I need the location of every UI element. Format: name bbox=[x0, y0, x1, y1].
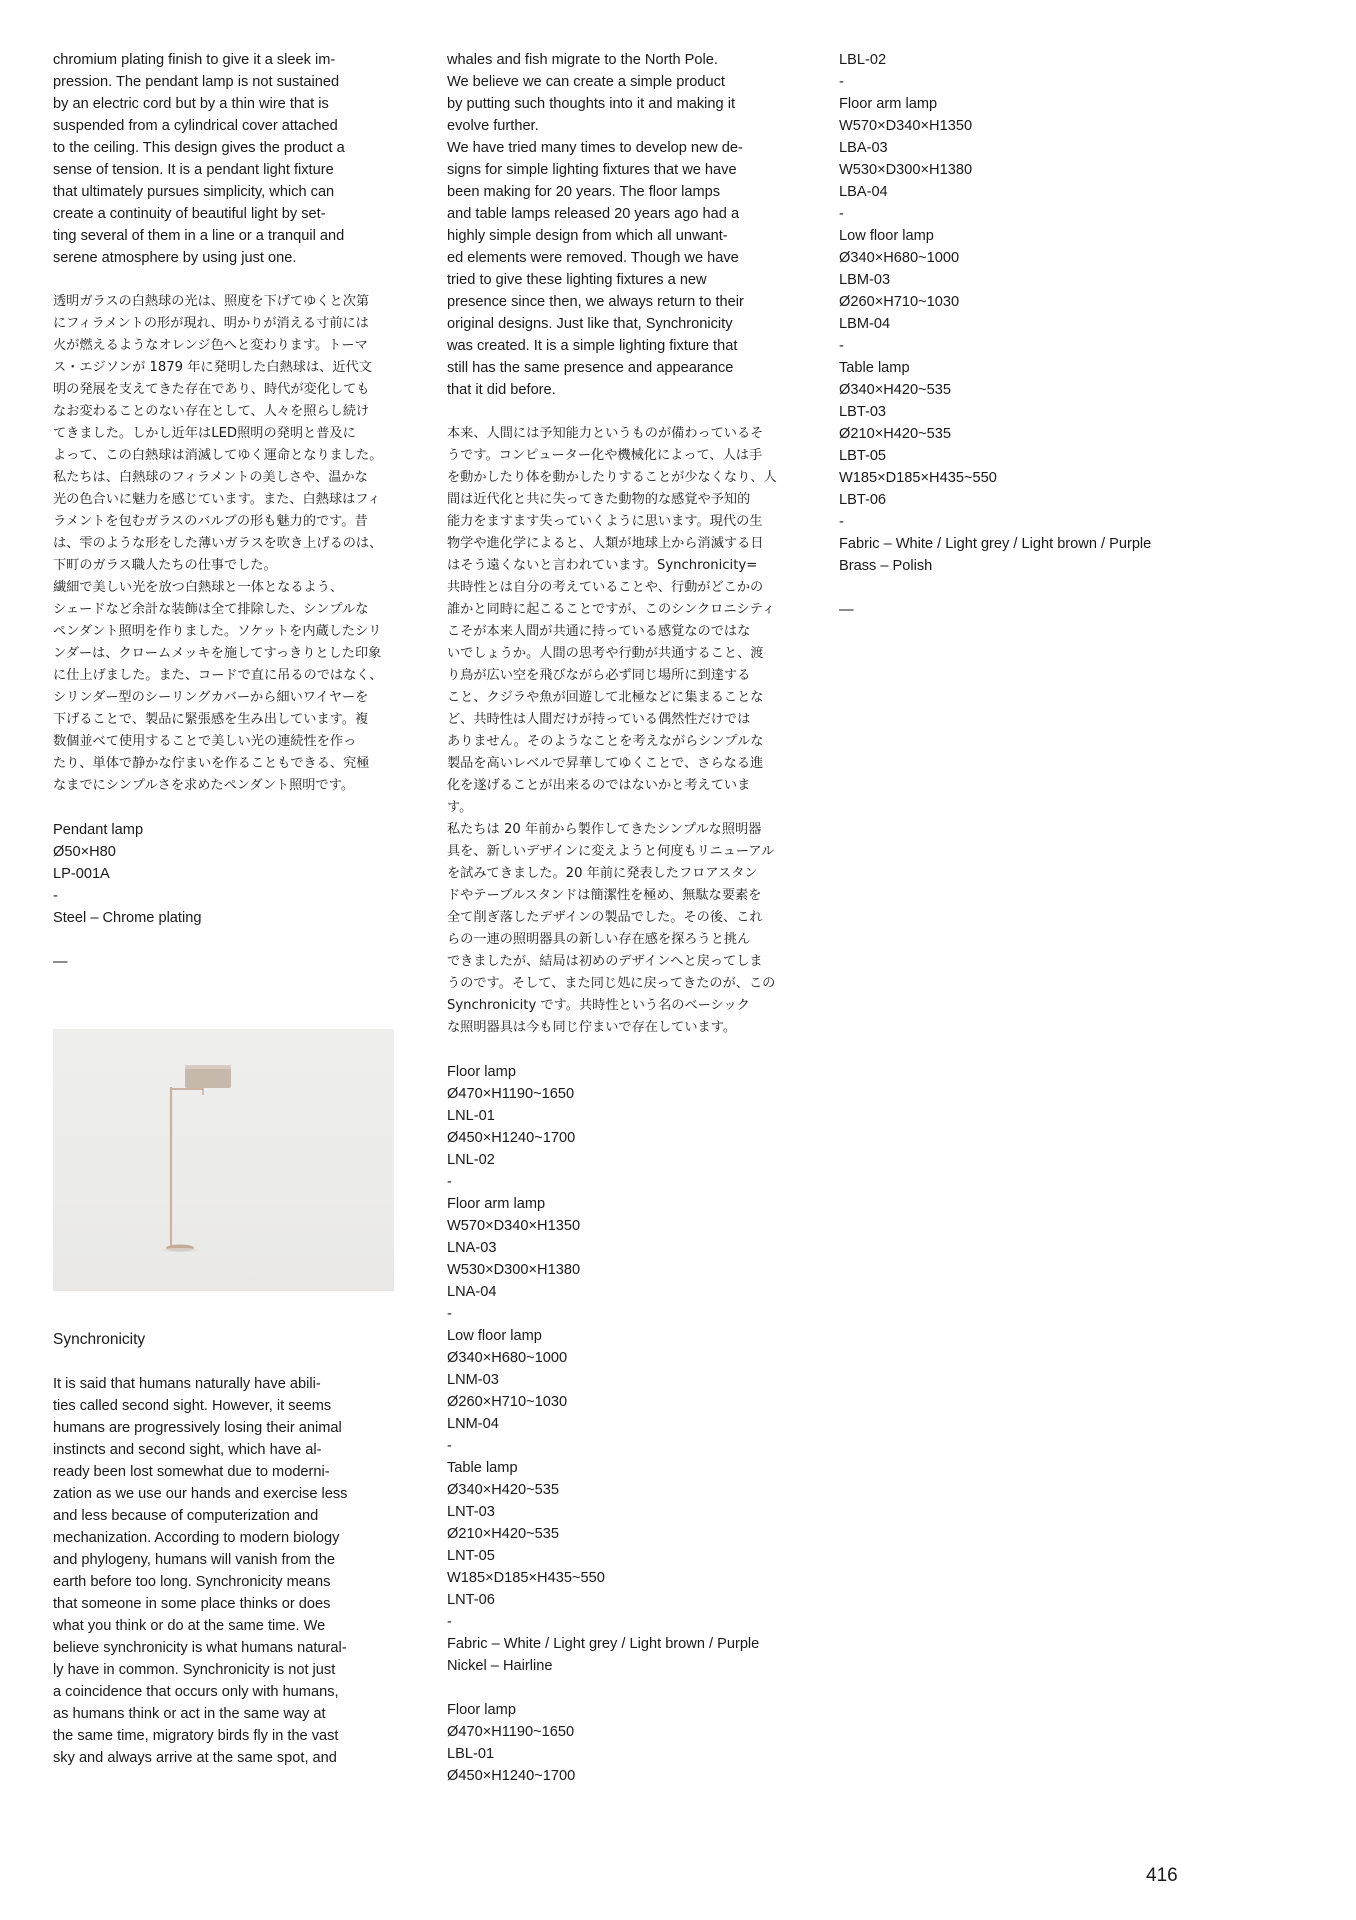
text-line: Pendant lamp bbox=[53, 822, 144, 838]
text-line: and phylogeny, humans will vanish from the bbox=[53, 1552, 336, 1568]
text-line: Floor lamp bbox=[447, 1702, 516, 1718]
text-line: Ø210×H420~535 bbox=[839, 426, 951, 442]
product-photo-floor-arm-lamp bbox=[53, 1029, 394, 1291]
text-line: LNT-03 bbox=[447, 1504, 495, 1520]
text-line: なお変わることのない存在として、人々を照らし続け bbox=[53, 404, 370, 419]
text-line: 私たちは、白熱球のフィラメントの美しさや、温かな bbox=[53, 470, 368, 485]
text-line: LBT-03 bbox=[839, 404, 887, 420]
text-line: LBM-04 bbox=[839, 316, 891, 332]
text-line: - bbox=[447, 1438, 452, 1454]
text-line: was created. It is a simple lighting fixture that bbox=[447, 338, 738, 354]
text-line: believe synchronicity is what humans natural- bbox=[53, 1640, 347, 1656]
text-line: 火が燃えるようなオレンジ色へと変わります。トーマ bbox=[53, 338, 368, 353]
section-title-synchronicity: Synchronicity bbox=[53, 1331, 146, 1348]
text-line: and table lamps released 20 years ago had a bbox=[447, 206, 740, 222]
text-line: W570×D340×H1350 bbox=[839, 118, 973, 134]
text-line: LNT-06 bbox=[447, 1592, 495, 1608]
text-line: highly simple design from which all unwant- bbox=[447, 228, 728, 244]
text-line: ready been lost somewhat due to moderni- bbox=[53, 1464, 330, 1480]
text-line: 光の色合いに魅力を感じています。また、白熱球はフィ bbox=[53, 492, 381, 507]
text-line: presence since then, we always return to their bbox=[447, 294, 744, 310]
text-line: - bbox=[447, 1174, 452, 1190]
text-line: LNM-03 bbox=[447, 1372, 499, 1388]
text-line: chromium plating finish to give it a sleek im- bbox=[53, 52, 336, 68]
text-line: は、雫のような形をした薄いガラスを吹き上げるのは、 bbox=[53, 536, 383, 551]
text-line: and less because of computerization and bbox=[53, 1508, 319, 1524]
text-line: ス・エジソンが 1879 年に発明した白熱球は、近代文 bbox=[53, 360, 372, 375]
text-line: to the ceiling. This design gives the product a bbox=[53, 140, 345, 156]
text-line: Ø340×H420~535 bbox=[839, 382, 951, 398]
text-line: こそが本来人間が共通に持っている感覚なのではな bbox=[447, 624, 751, 639]
text-line: Brass – Polish bbox=[839, 558, 933, 574]
text-line: 具を、新しいデザインに変えようと何度もリニューアル bbox=[447, 844, 775, 859]
text-line: Nickel – Hairline bbox=[447, 1658, 553, 1674]
text-line: signs for simple lighting fixtures that we have bbox=[447, 162, 737, 178]
text-line: 本来、人間には予知能力というものが備わっているそ bbox=[447, 426, 764, 441]
text-line: LBA-03 bbox=[839, 140, 888, 156]
text-line: W530×D300×H1380 bbox=[447, 1262, 581, 1278]
text-line: Table lamp bbox=[839, 360, 910, 376]
text-line: We believe we can create a simple product bbox=[447, 74, 725, 90]
text-line: LNA-03 bbox=[447, 1240, 497, 1256]
spec-list-nickel bbox=[447, 1061, 795, 1677]
text-line: LBL-01 bbox=[447, 1746, 495, 1762]
floor-arm-lamp-illustration bbox=[53, 1029, 394, 1291]
text-line: Floor lamp bbox=[447, 1064, 516, 1080]
text-line: W530×D300×H1380 bbox=[839, 162, 973, 178]
text-line: - bbox=[447, 1614, 452, 1630]
text-line: that someone in some place thinks or does bbox=[53, 1596, 331, 1612]
text-line: ペンダント照明を作りました。ソケットを内蔵したシリ bbox=[53, 624, 382, 639]
text-line: シェードなど余計な装飾は全て排除した、シンプルな bbox=[53, 602, 369, 617]
text-line: 数個並べて使用することで美しい光の連続性を作っ bbox=[53, 734, 357, 749]
text-line: earth before too long. Synchronicity means bbox=[53, 1574, 331, 1590]
text-line: LNL-01 bbox=[447, 1108, 495, 1124]
text-line: ed elements were removed. Though we have bbox=[447, 250, 739, 266]
text-line: す。 bbox=[447, 800, 473, 815]
text-line: sky and always arrive at the same spot, and bbox=[53, 1750, 337, 1766]
text-line: Ø450×H1240~1700 bbox=[447, 1768, 576, 1784]
text-line: いでしょうか。人間の思考や行動が共通すること、渡 bbox=[447, 646, 764, 661]
text-line: 全て削ぎ落したデザインの製品でした。その後、これ bbox=[447, 910, 763, 925]
body-paragraph-jp bbox=[447, 423, 795, 1039]
text-line: create a continuity of beautiful light by set- bbox=[53, 206, 326, 222]
separator-dash: — bbox=[53, 954, 68, 970]
text-line: 繊細で美しい光を放つ白熱球と一体となるよう、 bbox=[53, 580, 344, 595]
text-line: ドやテーブルスタンドは簡潔性を極め、無駄な要素を bbox=[447, 888, 762, 903]
text-line: LBL-02 bbox=[839, 52, 887, 68]
text-line: らの一連の照明器具の新しい存在感を探ろうと挑ん bbox=[447, 932, 751, 947]
body-paragraph-en-synchronicity bbox=[53, 1373, 401, 1769]
text-line: を動かしたり体を動かしたりすることが少なくなり、人 bbox=[447, 470, 777, 485]
text-line: mechanization. According to modern biology bbox=[53, 1530, 340, 1546]
text-line: 物学や進化学によると、人類が地球上から消滅する日 bbox=[447, 536, 764, 551]
text-line: Table lamp bbox=[447, 1460, 518, 1476]
text-line: serene atmosphere by using just one. bbox=[53, 250, 297, 266]
text-line: LBT-05 bbox=[839, 448, 887, 464]
text-line: by putting such thoughts into it and making it bbox=[447, 96, 735, 112]
text-line: うのです。そして、また同じ処に戻ってきたのが、この bbox=[447, 976, 776, 991]
text-line: Synchronicity です。共時性という名のベーシック bbox=[447, 998, 750, 1013]
text-line: what you think or do at the same time. We bbox=[53, 1618, 326, 1634]
text-line: LBM-03 bbox=[839, 272, 891, 288]
text-line: Ø260×H710~1030 bbox=[839, 294, 960, 310]
text-line: を試みてきました。20 年前に発表したフロアスタン bbox=[447, 866, 758, 881]
text-line: ties called second sight. However, it seems bbox=[53, 1398, 332, 1414]
text-line: Low floor lamp bbox=[839, 228, 934, 244]
text-line: はそう遠くないと言われています。Synchronicity= bbox=[447, 558, 758, 573]
text-line: LBA-04 bbox=[839, 184, 888, 200]
text-line: Ø260×H710~1030 bbox=[447, 1394, 568, 1410]
text-line: に仕上げました。また、コードで直に吊るのではなく、 bbox=[53, 668, 383, 683]
text-line: evolve further. bbox=[447, 118, 539, 134]
text-line: よって、この白熱球は消滅してゆく運命となりました。 bbox=[53, 448, 383, 463]
text-line: こと、クジラや魚が回遊して北極などに集まることな bbox=[447, 690, 764, 705]
text-line: Floor arm lamp bbox=[447, 1196, 546, 1212]
text-line: LNM-04 bbox=[447, 1416, 499, 1432]
text-line: Ø50×H80 bbox=[53, 844, 116, 860]
text-line: 共時性とは自分の考えていることや、行動がどこかの bbox=[447, 580, 764, 595]
text-line: な照明器具は今も同じ佇まいで存在しています。 bbox=[447, 1020, 737, 1035]
body-paragraph-jp bbox=[53, 291, 401, 797]
text-line: Ø340×H680~1000 bbox=[839, 250, 960, 266]
text-line: Steel – Chrome plating bbox=[53, 910, 202, 926]
text-line: instincts and second sight, which have al- bbox=[53, 1442, 322, 1458]
text-line: うです。コンピューター化や機械化によって、人は手 bbox=[447, 448, 763, 463]
text-line: Fabric – White / Light grey / Light brown / Purple bbox=[839, 536, 1152, 552]
text-line: W570×D340×H1350 bbox=[447, 1218, 581, 1234]
text-line: the same time, migratory birds fly in the vast bbox=[53, 1728, 339, 1744]
text-line: 能力をますます失っていくように思います。現代の生 bbox=[447, 514, 763, 529]
text-line: ly have in common. Synchronicity is not just bbox=[53, 1662, 336, 1678]
text-line: It is said that humans naturally have abili- bbox=[53, 1376, 321, 1392]
text-line: Ø470×H1190~1650 bbox=[447, 1724, 575, 1740]
column-right bbox=[839, 49, 1209, 677]
text-line: Ø210×H420~535 bbox=[447, 1526, 559, 1542]
text-line: - bbox=[53, 888, 58, 904]
text-line: humans are progressively losing their animal bbox=[53, 1420, 342, 1436]
text-line: てきました。しかし近年はLED照明の発明と普及に bbox=[53, 426, 356, 441]
text-line: 透明ガラスの白熱球の光は、照度を下げてゆくと次第 bbox=[53, 294, 370, 309]
separator-dash: — bbox=[839, 602, 854, 618]
text-line: たり、単体で静かな佇まいを作ることもできる、究極 bbox=[53, 756, 370, 771]
text-line: 下町のガラス職人たちの仕事でした。 bbox=[53, 558, 277, 573]
text-line: sense of tension. It is a pendant light fixture bbox=[53, 162, 334, 178]
spec-list-brass-start bbox=[447, 1699, 795, 1787]
page-number: 416 bbox=[1146, 1865, 1178, 1886]
text-line: by an electric cord but by a thin wire that is bbox=[53, 96, 329, 112]
text-line: 下げることで、製品に緊張感を生み出しています。複 bbox=[53, 712, 369, 727]
text-line: にフィラメントの形が現れ、明かりが消える寸前には bbox=[53, 316, 369, 331]
text-line: tried to give these lighting fixtures a new bbox=[447, 272, 707, 288]
column-middle bbox=[447, 49, 795, 1809]
text-line: ting several of them in a line or a tranquil and bbox=[53, 228, 345, 244]
text-line: - bbox=[839, 514, 844, 530]
text-line: Ø340×H680~1000 bbox=[447, 1350, 568, 1366]
spec-list-brass bbox=[839, 49, 1209, 577]
text-line: still has the same presence and appearance bbox=[447, 360, 734, 376]
text-line: シリンダー型のシーリングカバーから細いワイヤーを bbox=[53, 690, 369, 705]
text-line: - bbox=[447, 1306, 452, 1322]
text-line: We have tried many times to develop new de- bbox=[447, 140, 743, 156]
text-line: Ø340×H420~535 bbox=[447, 1482, 559, 1498]
text-line: zation as we use our hands and exercise less bbox=[53, 1486, 348, 1502]
text-line: 間は近代化と共に失ってきた動物的な感覚や予知的 bbox=[447, 492, 751, 507]
text-line: LBT-06 bbox=[839, 492, 887, 508]
text-line: Fabric – White / Light grey / Light brown / Purple bbox=[447, 1636, 760, 1652]
text-line: り鳥が広い空を飛びながら必ず同じ場所に到達する bbox=[447, 668, 751, 683]
spec-list bbox=[53, 819, 401, 929]
text-line: W185×D185×H435~550 bbox=[447, 1570, 605, 1586]
text-line: Ø450×H1240~1700 bbox=[447, 1130, 576, 1146]
text-line: - bbox=[839, 206, 844, 222]
text-line: 明の発展を支えてきた存在であり、時代が変化しても bbox=[53, 382, 370, 397]
text-line: been making for 20 years. The floor lamps bbox=[447, 184, 721, 200]
text-line: LNL-02 bbox=[447, 1152, 495, 1168]
text-line: ンダーは、クロームメッキを施してすっきりとした印象 bbox=[53, 646, 382, 661]
column-left bbox=[53, 49, 401, 1791]
text-line: LP-001A bbox=[53, 866, 110, 882]
text-line: 誰かと同時に起こることですが、このシンクロニシティ bbox=[447, 602, 776, 617]
text-line: ラメントを包むガラスのバルブの形も魅力的です。昔 bbox=[53, 514, 368, 529]
text-line: suspended from a cylindrical cover attached bbox=[53, 118, 338, 134]
body-paragraph-en bbox=[53, 49, 401, 269]
body-paragraph-en bbox=[447, 49, 795, 401]
text-line: W185×D185×H435~550 bbox=[839, 470, 997, 486]
text-line: 製品を高いレベルで昇華してゆくことで、さらなる進 bbox=[447, 756, 764, 771]
text-line: pression. The pendant lamp is not sustained bbox=[53, 74, 340, 90]
text-line: LNA-04 bbox=[447, 1284, 497, 1300]
text-line: - bbox=[839, 338, 844, 354]
text-line: 私たちは 20 年前から製作してきたシンプルな照明器 bbox=[447, 822, 762, 837]
text-line: なまでにシンプルさを求めたペンダント照明です。 bbox=[53, 778, 355, 793]
text-line: できましたが、結局は初めのデザインへと戻ってしま bbox=[447, 954, 763, 969]
text-line: a coincidence that occurs only with humans, bbox=[53, 1684, 339, 1700]
text-line: ありません。そのようなことを考えながらシンプルな bbox=[447, 734, 764, 749]
text-line: Ø470×H1190~1650 bbox=[447, 1086, 575, 1102]
text-line: whales and fish migrate to the North Pole. bbox=[447, 52, 718, 68]
text-line: - bbox=[839, 74, 844, 90]
text-line: as humans think or act in the same way at bbox=[53, 1706, 326, 1722]
text-line: that ultimately pursues simplicity, which can bbox=[53, 184, 335, 200]
text-line: ど、共時性は人間だけが持っている偶然性だけでは bbox=[447, 712, 751, 727]
text-line: Low floor lamp bbox=[447, 1328, 542, 1344]
text-line: that it did before. bbox=[447, 382, 556, 398]
text-line: original designs. Just like that, Synchronicity bbox=[447, 316, 733, 332]
text-line: LNT-05 bbox=[447, 1548, 495, 1564]
text-line: 化を遂げることが出来るのではないかと考えていま bbox=[447, 778, 751, 793]
text-line: Floor arm lamp bbox=[839, 96, 938, 112]
